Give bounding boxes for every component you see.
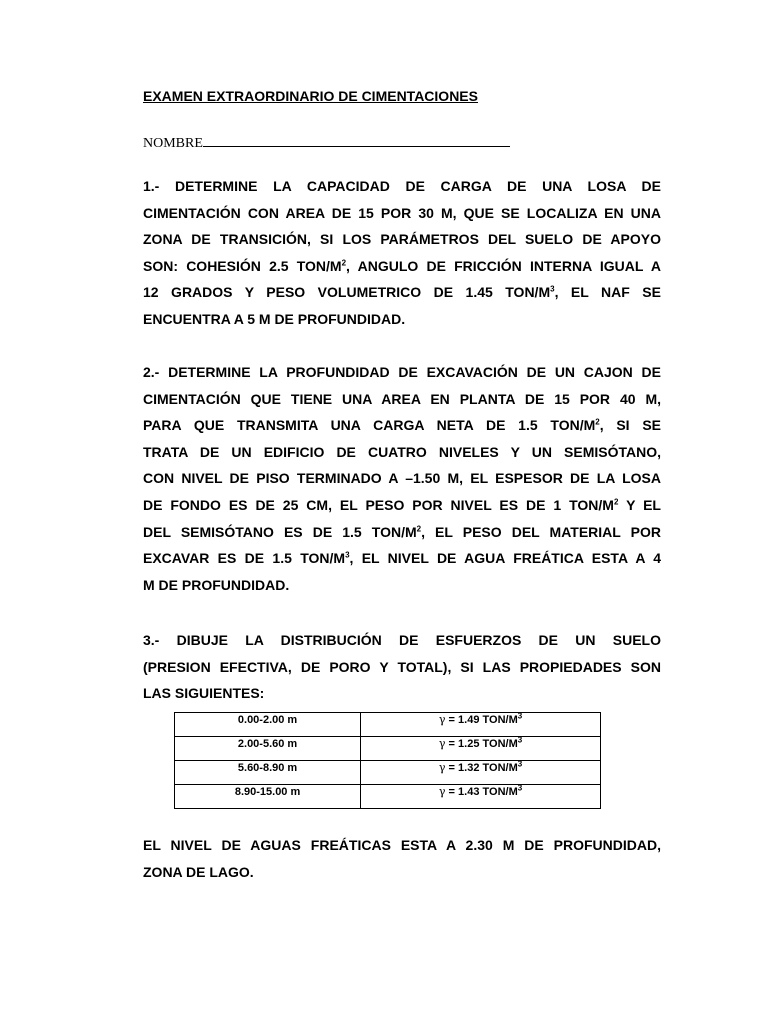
q2-line: [143, 545, 661, 572]
q2-line: 2.- DETERMINE LA PROFUNDIDAD DE EXCAVACIÓN DE UN CAJON DE: [143, 364, 661, 380]
superscript: 2: [613, 497, 619, 507]
superscript: 3: [517, 783, 523, 793]
table-row: [175, 761, 601, 785]
q2-line-part: PARA QUE TRANSMITA UNA CARGA NETA DE 1.5 TON/M: [143, 417, 596, 434]
q3-footer-line: ZONA DE LAGO.: [143, 863, 254, 880]
superscript: 3: [517, 711, 523, 721]
exam-title: EXAMEN EXTRAORDINARIO DE CIMENTACIONES: [143, 88, 478, 104]
depth-cell: 2.00-5.60 m: [175, 737, 361, 761]
unit-weight-cell: [361, 761, 601, 785]
unit-weight-value: = 1.32 TON/M: [448, 762, 518, 774]
soil-properties-table: [174, 712, 601, 809]
q2-line-part: , SI SE: [599, 417, 661, 434]
q2-line: [143, 492, 661, 519]
depth-cell: 0.00-2.00 m: [175, 713, 361, 737]
question-3: [143, 627, 661, 707]
depth-cell: 8.90-15.00 m: [175, 785, 361, 809]
unit-weight-value: = 1.43 TON/M: [448, 786, 518, 798]
q3-line: LAS SIGUIENTES:: [143, 685, 265, 702]
q3-line: (PRESION EFECTIVA, DE PORO Y TOTAL), SI LAS PROPIEDADES SON: [143, 658, 661, 675]
q2-line: CON NIVEL DE PISO TERMINADO A –1.50 M, EL ESPESOR DE LA LOSA: [143, 470, 661, 487]
unit-weight-value: = 1.49 TON/M: [448, 714, 518, 726]
superscript: 3: [517, 759, 523, 769]
q1-line: CIMENTACIÓN CON AREA DE 15 POR 30 M, QUE SE LOCALIZA EN UNA: [143, 204, 661, 221]
q2-line: [143, 412, 661, 439]
superscript: 3: [517, 735, 523, 745]
q1-line-part: SON: COHESIÓN 2.5 TON/M: [143, 257, 342, 274]
q2-line: M DE PROFUNDIDAD.: [143, 576, 290, 593]
gamma-symbol: γ: [438, 785, 446, 798]
q1-line-part: 12 GRADOS Y PESO VOLUMETRICO DE 1.45 TON/M: [143, 284, 551, 301]
q1-line-part: , ANGULO DE FRICCIÓN INTERNA IGUAL A: [346, 257, 661, 274]
q3-line: 3.- DIBUJE LA DISTRIBUCIÓN DE ESFUERZOS DE UN SUELO: [143, 632, 661, 648]
name-label: NOMBRE: [143, 136, 203, 151]
gamma-symbol: γ: [438, 713, 446, 726]
superscript: 2: [595, 417, 600, 427]
superscript: 3: [345, 550, 350, 560]
unit-weight-cell: [361, 785, 601, 809]
q2-line: TRATA DE UN EDIFICIO DE CUATRO NIVELES Y UN SEMISÓTANO,: [143, 443, 661, 460]
superscript: 2: [416, 523, 422, 533]
unit-weight-cell: [361, 737, 601, 761]
question-1: [143, 173, 661, 333]
q1-line: ZONA DE TRANSICIÓN, SI LOS PARÁMETROS DEL SUELO DE APOYO: [143, 231, 661, 248]
q2-line-part: Y EL: [618, 496, 661, 513]
table-row: [175, 785, 601, 809]
name-field: [143, 132, 510, 152]
unit-weight-cell: [361, 713, 601, 737]
q2-line-part: DEL SEMISÓTANO ES DE 1.5 TON/M: [143, 523, 417, 540]
q1-line: 1.- DETERMINE LA CAPACIDAD DE CARGA DE UNA LOSA DE: [143, 178, 661, 194]
q2-line: [143, 519, 661, 546]
question-2: [143, 359, 661, 598]
q1-line-part: , EL NAF SE: [554, 284, 661, 301]
superscript: 2: [341, 258, 347, 268]
table-row: [175, 713, 601, 737]
name-blank-line: [203, 132, 510, 147]
q1-line: [143, 253, 661, 280]
q2-line-part: , EL PESO DEL MATERIAL POR: [421, 523, 661, 540]
depth-cell: 5.60-8.90 m: [175, 761, 361, 785]
q1-line: ENCUENTRA A 5 M DE PROFUNDIDAD.: [143, 310, 406, 327]
q3-footer-line: EL NIVEL DE AGUAS FREÁTICAS ESTA A 2.30 M DE PROFUNDIDAD,: [143, 837, 661, 853]
unit-weight-value: = 1.25 TON/M: [448, 738, 518, 750]
q2-line-part: DE FONDO ES DE 25 CM, EL PESO POR NIVEL ES DE 1 TON/M: [143, 496, 614, 513]
q1-line: [143, 279, 661, 306]
table-row: [175, 737, 601, 761]
q2-line-part: EXCAVAR ES DE 1.5 TON/M: [143, 550, 346, 567]
q2-line-part: , EL NIVEL DE AGUA FREÁTICA ESTA A 4: [349, 550, 662, 567]
q2-line: CIMENTACIÓN QUE TIENE UNA AREA EN PLANTA DE 15 POR 40 M,: [143, 390, 661, 407]
gamma-symbol: γ: [438, 737, 446, 750]
gamma-symbol: γ: [438, 761, 446, 774]
question-3-footer: [143, 832, 661, 885]
superscript: 3: [550, 284, 555, 294]
